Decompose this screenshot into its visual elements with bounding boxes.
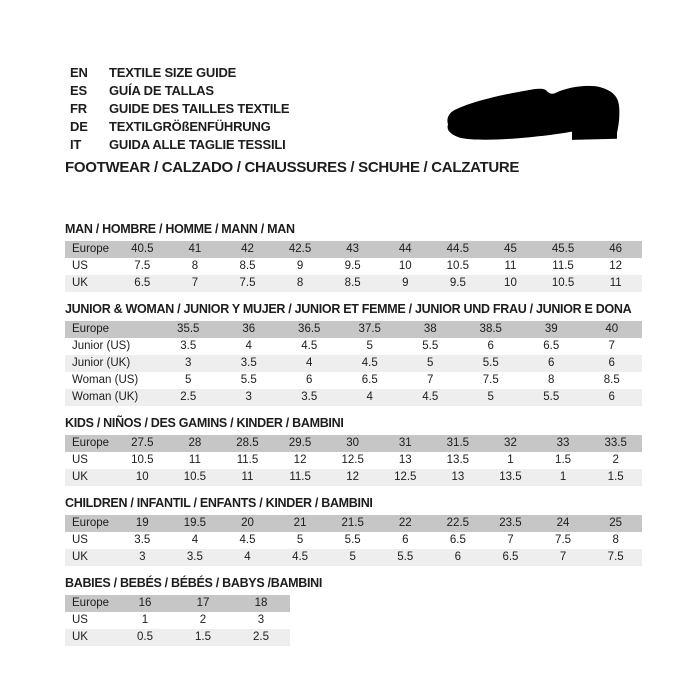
size-cell: 42: [221, 241, 274, 258]
size-cell: 2.5: [232, 629, 290, 646]
row-label: US: [72, 614, 88, 626]
size-table-row: [65, 549, 642, 566]
size-cell: 44: [379, 241, 432, 258]
row-label: US: [72, 454, 88, 466]
size-cell: 9.5: [432, 275, 485, 292]
size-cell: 7.5: [221, 275, 274, 292]
size-cell: 46: [589, 241, 642, 258]
size-section-junior-woman: [65, 302, 645, 406]
footwear-title: FOOTWEAR / CALZADO / CHAUSSURES / SCHUHE / CALZATURE: [65, 159, 520, 176]
size-cell: 10.5: [131, 454, 154, 466]
language-code: FR: [70, 101, 87, 116]
size-cell: 6: [306, 374, 313, 386]
size-cell: 12: [293, 454, 307, 466]
row-label: Junior (US): [72, 340, 131, 352]
size-cell: 10.5: [446, 260, 470, 272]
size-cell: 5.5: [521, 389, 582, 406]
size-cell: 31.5: [432, 435, 485, 452]
size-cell: 2.5: [158, 389, 219, 406]
size-cell: 22: [379, 515, 432, 532]
size-section-children: [65, 496, 645, 566]
size-table-row: [65, 452, 642, 469]
size-cell: 6.5: [484, 549, 537, 566]
size-cell: 8.5: [603, 374, 620, 386]
size-cell: 8: [191, 260, 199, 272]
size-cell: 6: [432, 549, 485, 566]
size-cell: 5: [185, 374, 192, 386]
size-cell: 38.5: [461, 321, 522, 338]
size-cell: 28.5: [221, 435, 274, 452]
size-cell: 17: [174, 595, 232, 612]
language-row-es: [70, 82, 289, 100]
size-cell: 8: [548, 374, 555, 386]
size-cell: 8.5: [326, 275, 379, 292]
size-cell: 6.5: [543, 340, 560, 352]
size-cell: 33: [537, 435, 590, 452]
row-label: Europe: [65, 321, 158, 338]
size-cell: 7: [169, 275, 222, 292]
size-cell: 19.5: [169, 515, 222, 532]
size-cell: 6: [487, 340, 494, 352]
size-table-man: [65, 241, 642, 292]
size-section-man: [65, 222, 645, 292]
size-cell: 11: [504, 260, 517, 272]
row-label: UK: [65, 469, 116, 486]
size-cell: 6: [582, 355, 643, 372]
row-label: UK: [65, 549, 116, 566]
size-table-row: [65, 355, 642, 372]
size-cell: 3.5: [134, 534, 151, 546]
row-label: Europe: [65, 595, 116, 612]
size-cell: 5.5: [422, 340, 439, 352]
size-cell: 5: [366, 340, 373, 352]
language-code: IT: [70, 137, 82, 152]
size-table-babies: [65, 595, 290, 646]
row-label: Woman (US): [72, 374, 139, 386]
size-cell: 12: [326, 469, 379, 486]
size-cell: 3: [158, 355, 219, 372]
section-title: MAN / HOMBRE / HOMME / MANN / MAN: [65, 222, 295, 236]
size-table-header-row: [65, 595, 290, 612]
dress-shoe-icon: [443, 83, 623, 145]
size-cell: 6: [582, 389, 643, 406]
size-cell: 4.5: [301, 340, 318, 352]
size-cell: 13.5: [484, 469, 537, 486]
size-cell: 4.5: [400, 389, 461, 406]
language-code: ES: [70, 83, 87, 98]
row-label: US: [72, 534, 88, 546]
size-cell: 28: [169, 435, 222, 452]
size-cell: 40.5: [116, 241, 169, 258]
row-label: Junior (UK): [65, 355, 158, 372]
row-label: Europe: [65, 241, 116, 258]
size-cell: 6.5: [449, 534, 466, 546]
size-cell: 1.5: [555, 454, 572, 466]
size-cell: 7: [507, 534, 514, 546]
row-label: UK: [65, 275, 116, 292]
size-cell: 7.5: [589, 549, 642, 566]
size-cell: 21.5: [326, 515, 379, 532]
section-title: JUNIOR & WOMAN / JUNIOR Y MUJER / JUNIOR ET FEMME / JUNIOR UND FRAU / JUNIOR E DONA: [65, 302, 632, 316]
size-cell: 11: [221, 469, 274, 486]
section-title: BABIES / BEBÉS / BÉBÉS / BABYS /BAMBINI: [65, 576, 323, 590]
section-title: KIDS / NIÑOS / DES GAMINS / KINDER / BAMBINI: [65, 416, 344, 430]
size-cell: 31: [379, 435, 432, 452]
size-cell: 7.5: [555, 534, 572, 546]
size-cell: 11.5: [236, 454, 259, 466]
size-section-kids: [65, 416, 645, 486]
size-cell: 41: [169, 241, 222, 258]
size-cell: 42.5: [274, 241, 327, 258]
size-cell: 30: [326, 435, 379, 452]
row-label: UK: [65, 629, 116, 646]
size-cell: 5: [326, 549, 379, 566]
size-cell: 19: [116, 515, 169, 532]
size-cell: 10.5: [169, 469, 222, 486]
language-label: TEXTILE SIZE GUIDE: [109, 65, 237, 80]
language-label: GUIDA ALLE TAGLIE TESSILI: [109, 137, 286, 152]
size-tables-container: [65, 222, 645, 656]
size-table-row: [65, 372, 642, 389]
size-cell: 22.5: [432, 515, 485, 532]
size-cell: 2: [199, 614, 207, 626]
size-cell: 7.5: [482, 374, 499, 386]
size-cell: 10.5: [537, 275, 590, 292]
size-cell: 12.5: [379, 469, 432, 486]
size-cell: 2: [612, 454, 619, 466]
size-cell: 10: [484, 275, 537, 292]
size-cell: 4.5: [239, 534, 256, 546]
size-cell: 13.5: [446, 454, 470, 466]
size-cell: 13: [432, 469, 485, 486]
size-cell: 9: [379, 275, 432, 292]
size-cell: 4: [340, 389, 401, 406]
size-cell: 5: [461, 389, 522, 406]
size-cell: 3.5: [180, 340, 197, 352]
size-table-header-row: [65, 435, 642, 452]
size-cell: 10: [116, 469, 169, 486]
language-row-it: [70, 136, 289, 154]
size-cell: 12: [609, 260, 623, 272]
size-cell: 1.5: [174, 629, 232, 646]
size-cell: 3: [257, 614, 265, 626]
size-cell: 10: [398, 260, 412, 272]
size-cell: 36: [219, 321, 280, 338]
size-cell: 1.5: [589, 469, 642, 486]
size-cell: 0.5: [116, 629, 174, 646]
size-cell: 4.5: [340, 355, 401, 372]
language-code: EN: [70, 65, 88, 80]
size-cell: 18: [232, 595, 290, 612]
size-cell: 25: [589, 515, 642, 532]
size-cell: 36.5: [279, 321, 340, 338]
size-cell: 43: [326, 241, 379, 258]
size-cell: 11: [589, 275, 642, 292]
size-cell: 16: [116, 595, 174, 612]
size-cell: 11.5: [552, 260, 574, 272]
size-cell: 1: [141, 614, 149, 626]
size-cell: 1: [537, 469, 590, 486]
size-table-row: [65, 275, 642, 292]
size-cell: 3: [219, 389, 280, 406]
size-cell: 24: [537, 515, 590, 532]
size-table-junior-woman: [65, 321, 642, 406]
row-label: Europe: [65, 435, 116, 452]
row-label: US: [72, 260, 88, 272]
size-table-header-row: [65, 321, 642, 338]
size-cell: 13: [398, 454, 412, 466]
size-cell: 27.5: [116, 435, 169, 452]
size-cell: 4.5: [274, 549, 327, 566]
size-table-children: [65, 515, 642, 566]
size-cell: 5: [400, 355, 461, 372]
language-list: [70, 64, 289, 154]
size-cell: 9: [296, 260, 304, 272]
size-cell: 6.5: [361, 374, 378, 386]
size-cell: 21: [274, 515, 327, 532]
size-table-row: [65, 338, 642, 355]
size-cell: 5.5: [461, 355, 522, 372]
size-table-row: [65, 469, 642, 486]
size-table-header-row: [65, 241, 642, 258]
size-table-row: [65, 612, 290, 629]
row-label: Woman (UK): [65, 389, 158, 406]
size-cell: 6: [521, 355, 582, 372]
size-cell: 7.5: [134, 260, 151, 272]
size-cell: 4: [191, 534, 199, 546]
language-label: TEXTILGRÖßENFÜHRUNG: [109, 119, 271, 134]
size-table-row: [65, 258, 642, 275]
size-table-row: [65, 629, 290, 646]
size-cell: 8.5: [239, 260, 256, 272]
size-cell: 33.5: [589, 435, 642, 452]
size-cell: 35.5: [158, 321, 219, 338]
size-cell: 44.5: [432, 241, 485, 258]
size-cell: 39: [521, 321, 582, 338]
size-cell: 32: [484, 435, 537, 452]
size-cell: 29.5: [274, 435, 327, 452]
size-cell: 8: [274, 275, 327, 292]
size-cell: 12.5: [341, 454, 364, 466]
size-cell: 5.5: [240, 374, 257, 386]
row-label: Europe: [65, 515, 116, 532]
size-cell: 9.5: [344, 260, 361, 272]
size-cell: 11.5: [274, 469, 327, 486]
size-cell: 40: [582, 321, 643, 338]
size-cell: 8: [612, 534, 619, 546]
size-cell: 45: [484, 241, 537, 258]
size-cell: 45.5: [537, 241, 590, 258]
size-cell: 11: [188, 454, 201, 466]
size-table-row: [65, 389, 642, 406]
size-cell: 7: [537, 549, 590, 566]
size-table-kids: [65, 435, 642, 486]
size-cell: 4: [221, 549, 274, 566]
size-cell: 23.5: [484, 515, 537, 532]
size-table-row: [65, 532, 642, 549]
size-cell: 3.5: [279, 389, 340, 406]
size-cell: 37.5: [340, 321, 401, 338]
size-cell: 5.5: [344, 534, 361, 546]
size-section-babies: [65, 576, 645, 646]
language-label: GUÍA DE TALLAS: [109, 83, 214, 98]
size-cell: 1: [507, 454, 514, 466]
size-cell: 7: [427, 374, 434, 386]
language-row-de: [70, 118, 289, 136]
language-row-fr: [70, 100, 289, 118]
language-code: DE: [70, 119, 88, 134]
section-title: CHILDREN / INFANTIL / ENFANTS / KINDER / BAMBINI: [65, 496, 373, 510]
size-cell: 3: [116, 549, 169, 566]
size-cell: 7: [608, 340, 615, 352]
size-cell: 20: [221, 515, 274, 532]
size-table-header-row: [65, 515, 642, 532]
size-cell: 6.5: [116, 275, 169, 292]
language-row-en: [70, 64, 289, 82]
language-label: GUIDE DES TAILLES TEXTILE: [109, 101, 290, 116]
size-cell: 4: [245, 340, 252, 352]
size-cell: 3.5: [219, 355, 280, 372]
size-cell: 3.5: [169, 549, 222, 566]
size-cell: 5.5: [379, 549, 432, 566]
size-cell: 38: [400, 321, 461, 338]
size-cell: 5: [296, 534, 304, 546]
size-cell: 6: [402, 534, 409, 546]
size-cell: 4: [279, 355, 340, 372]
